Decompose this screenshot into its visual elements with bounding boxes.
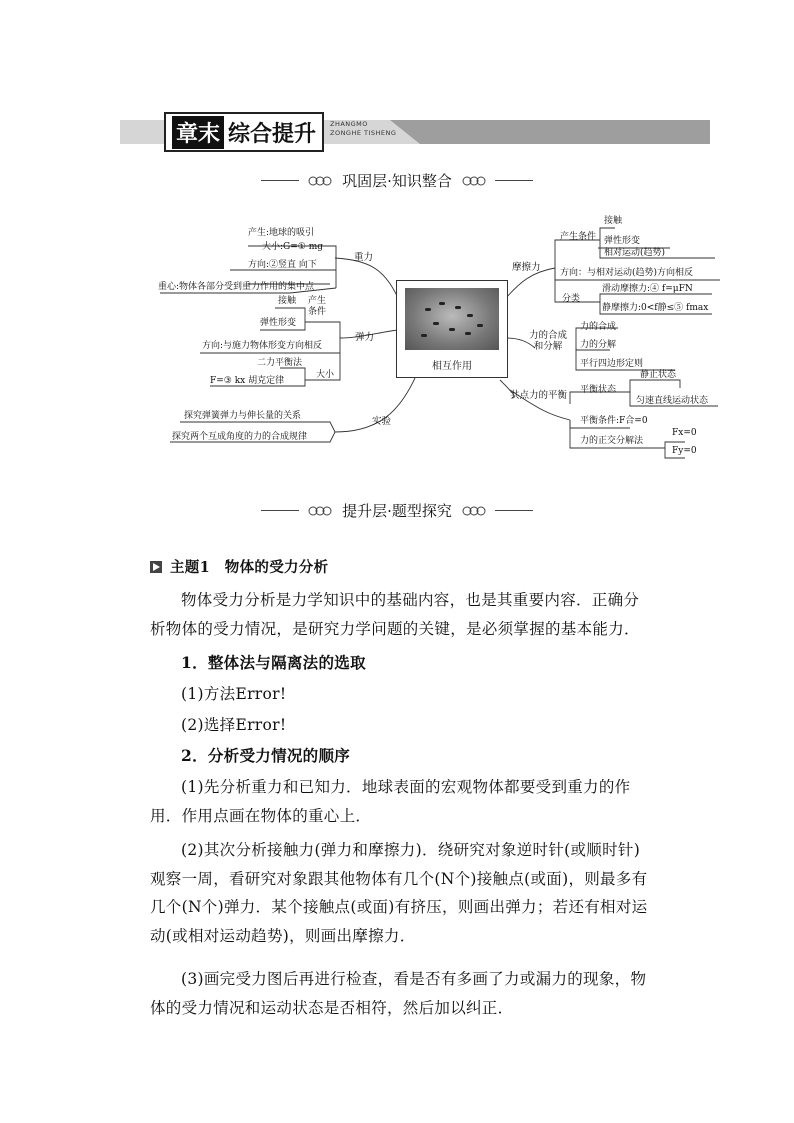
- elastic-size-label: 大小: [316, 370, 335, 380]
- rings-icon: [461, 176, 487, 186]
- balance-state-item: 静止状态: [640, 370, 677, 380]
- experiment-item: 探究弹簧弹力与伸长量的关系: [184, 411, 302, 421]
- step-2: (2)其次分析接触力(弹力和摩擦力)．绕研究对象逆时针(或顺时针)观察一周，看研究对象跟其他物体有几个(N个)接触点(或面)，则最多有几个(N个)弹力．某个接触点(或面)有挤压，则画出弹力；若还有相对运动(或相对运动趋势)，则画出摩擦力．: [150, 841, 648, 945]
- compose-item: 力的分解: [580, 340, 617, 350]
- compose-label: 力的合成和分解: [528, 330, 567, 352]
- banner-title-dark: 章末: [172, 116, 224, 149]
- friction-cls-item: 滑动摩擦力:④ f=μFN: [602, 284, 693, 294]
- friction-gen-item: 相对运动(趋势): [604, 248, 666, 258]
- balance-ortho-item: Fx=0: [672, 428, 697, 438]
- gravity-item: 大小:G=① mg: [262, 242, 323, 252]
- experiment-item: 探究两个互成角度的力的合成规律: [172, 432, 308, 442]
- section-header-2: [0, 500, 794, 521]
- elastic-gen-item: 弹性形变: [260, 318, 297, 328]
- elastic-size-item: 二力平衡法: [257, 358, 303, 368]
- friction-cls-label: 分类: [562, 294, 581, 304]
- chapter-banner: [120, 118, 710, 146]
- banner-title: [164, 112, 324, 152]
- friction-gen-item: 接触: [604, 216, 623, 226]
- friction-gen-label: 产生条件: [560, 232, 597, 242]
- elastic-gen-label: 产生条件: [308, 296, 327, 317]
- compose-item: 平行四边形定则: [580, 359, 644, 369]
- list-item-1: (1)方法Error!: [181, 685, 287, 703]
- section-title-1: 巩固层·知识整合: [342, 172, 452, 190]
- divider: [495, 180, 533, 181]
- friction-label: 摩擦力: [512, 262, 541, 273]
- balance-ortho: 力的正交分解法: [580, 436, 644, 446]
- section-header-1: [0, 170, 794, 191]
- heading-1: 1．整体法与隔离法的选取: [181, 653, 366, 672]
- compose-item: 力的合成: [580, 322, 617, 332]
- banner-sub1: ZHANGMO: [330, 120, 368, 128]
- topic-text: 主题1 物体的受力分析: [170, 559, 329, 576]
- list-item-2: (2)选择Error!: [181, 716, 287, 734]
- balance-ortho-item: Fy=0: [672, 446, 697, 456]
- topic-heading: [150, 554, 650, 583]
- step-1: (1)先分析重力和已知力．地球表面的宏观物体都要受到重力的作用．作用点画在物体的重心上．: [150, 778, 631, 825]
- rings-icon: [307, 176, 333, 186]
- gravity-label: 重力: [354, 252, 374, 263]
- balance-label: 共点力的平衡: [510, 390, 568, 401]
- elastic-dir: 方向:与施力物体形变方向相反: [202, 341, 323, 351]
- mind-map: [140, 210, 740, 460]
- rings-icon: [307, 506, 333, 516]
- balance-state-label: 平衡状态: [580, 385, 617, 395]
- elastic-size-item: F=③ kx 胡克定律: [210, 376, 285, 386]
- gravity-item: 产生:地球的吸引: [248, 228, 315, 238]
- step-3: (3)画完受力图后再进行检查，看是否有多画了力或漏力的现象，物体的受力情况和运动状态是否相符，然后加以纠正．: [150, 970, 647, 1017]
- section-title-2: 提升层·题型探究: [342, 502, 452, 520]
- banner-title-light: 综合提升: [228, 121, 317, 147]
- experiment-label: 实验: [372, 416, 392, 427]
- friction-gen-item: 弹性形变: [604, 236, 641, 246]
- banner-subtitle: [330, 120, 396, 138]
- paragraph-1: 物体受力分析是力学知识中的基础内容，也是其重要内容．正确分析物体的受力情况，是研究力学问题的关键，是必须掌握的基本能力．: [150, 591, 640, 638]
- banner-sub2: ZONGHE TISHENG: [330, 129, 397, 137]
- balance-state-item: 匀速直线运动状态: [636, 396, 709, 406]
- divider: [495, 510, 533, 511]
- elastic-label: 弹力: [355, 332, 375, 343]
- elastic-gen-item: 接触: [278, 296, 297, 306]
- center-node: [396, 280, 508, 378]
- rings-icon: [461, 506, 487, 516]
- balance-cond: 平衡条件:F合=0: [580, 416, 648, 426]
- divider: [261, 510, 299, 511]
- friction-cls-item: 静摩擦力:0<f静≤⑤ fmax: [602, 303, 709, 313]
- friction-dir: 方向：与相对运动(趋势)方向相反: [560, 268, 694, 278]
- heading-2: 2．分析受力情况的顺序: [181, 746, 351, 765]
- skydivers-photo: [405, 288, 499, 350]
- gravity-item: 重心:物体各部分受到重力作用的集中点: [158, 282, 315, 292]
- gravity-item: 方向:②竖直 向下: [248, 260, 317, 270]
- divider: [261, 180, 299, 181]
- center-label: 相互作用: [432, 361, 472, 372]
- play-triangle-icon: [150, 561, 162, 573]
